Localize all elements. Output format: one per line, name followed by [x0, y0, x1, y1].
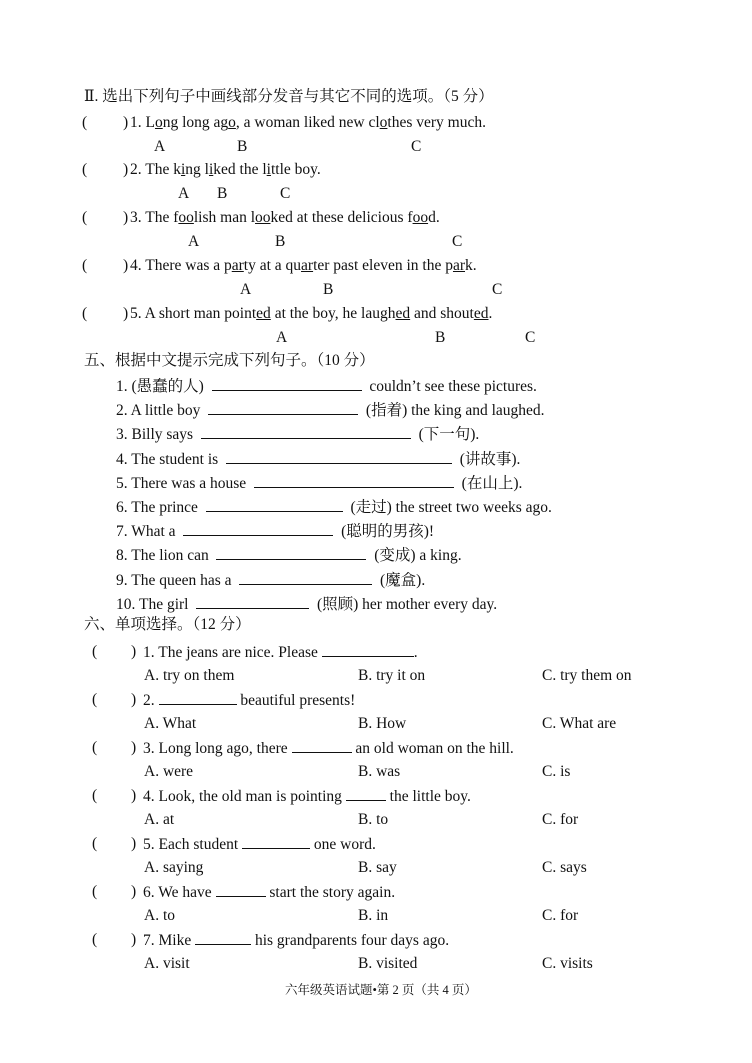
underlined-sound: ed: [395, 305, 411, 322]
underlined-sound: oo: [255, 209, 271, 226]
answer-paren-close: ): [131, 787, 137, 804]
sentence-fragment: ked the l: [213, 161, 267, 178]
question-number: 3.: [130, 209, 142, 226]
answer-blank[interactable]: [102, 690, 128, 710]
option-b[interactable]: B. to: [358, 811, 389, 828]
option-a[interactable]: A. saying: [144, 859, 204, 876]
sentence-fragment: d.: [428, 209, 440, 226]
answer-blank[interactable]: [102, 834, 128, 854]
answer-paren-close: ): [131, 691, 137, 708]
page-footer: 六年级英语试题•第 2 页（共 4 页）: [285, 983, 477, 997]
underlined-sound: oo: [412, 209, 429, 226]
option-letter: B: [237, 138, 248, 155]
sentence-fragment: ng long ag: [162, 114, 229, 131]
question-text: [143, 834, 376, 855]
option-letter: B: [323, 281, 334, 298]
sentence-fragment: The k: [145, 161, 181, 178]
answer-paren-open: (: [92, 883, 98, 900]
question-text: [143, 642, 418, 663]
sentence-fragment: The f: [145, 209, 179, 226]
section-6-title: 六、单项选择。（12 分）: [84, 616, 251, 633]
question-text: [130, 113, 486, 133]
answer-blank[interactable]: [196, 594, 309, 609]
sentence-fragment: A short man point: [144, 305, 257, 322]
question-stem-end: his grandparents four days ago.: [254, 932, 450, 949]
answer-blank[interactable]: [159, 690, 237, 705]
question-number: 3.: [143, 740, 155, 757]
question-stem-end: .: [413, 644, 418, 661]
option-b[interactable]: B. was: [358, 763, 401, 780]
answer-paren-open: (: [92, 739, 98, 756]
answer-blank[interactable]: [206, 497, 343, 512]
answer-paren-open: (: [92, 691, 98, 708]
item-hint: (魔盒).: [380, 571, 426, 589]
answer-paren-close: ): [123, 114, 129, 131]
underlined-sound: ar: [301, 257, 314, 274]
answer-blank[interactable]: [92, 256, 120, 276]
underlined-sound: ar: [452, 257, 466, 274]
option-a[interactable]: A. What: [144, 715, 197, 732]
underlined-sound: i: [208, 161, 214, 178]
question-number: 5.: [143, 836, 155, 853]
item-hint: (变成) a king.: [374, 547, 462, 565]
question-number: 2.: [143, 692, 155, 709]
question-stem-end: the little boy.: [389, 788, 471, 805]
option-a[interactable]: A. were: [144, 763, 194, 780]
option-letter: A: [276, 329, 288, 346]
section-2-title: Ⅱ. 选出下列句子中画线部分发音与其它不同的选项。（5 分）: [84, 88, 494, 105]
option-c[interactable]: C. is: [542, 763, 571, 780]
fill-in-item: [116, 473, 522, 494]
answer-blank[interactable]: [216, 882, 266, 897]
item-hint: (聪明的男孩)!: [341, 523, 435, 541]
option-b[interactable]: B. visited: [358, 955, 418, 972]
question-text: [130, 208, 440, 228]
question-stem: Long long ago, there: [158, 740, 288, 757]
answer-paren-close: ): [131, 883, 137, 900]
option-b[interactable]: B. say: [358, 859, 397, 876]
answer-paren-open: (: [92, 787, 98, 804]
answer-blank[interactable]: [92, 208, 120, 228]
underlined-sound: ed: [473, 305, 489, 322]
answer-paren-close: ): [123, 209, 129, 226]
item-prompt: (愚蠢的人): [131, 378, 204, 395]
option-letter: A: [188, 233, 200, 250]
fill-in-item: [116, 521, 434, 542]
item-number: 1.: [116, 378, 128, 395]
question-number: 6.: [143, 884, 155, 901]
answer-blank[interactable]: [216, 545, 366, 560]
item-hint: (下一句).: [418, 426, 480, 444]
question-stem-end: beautiful presents!: [240, 692, 356, 709]
question-number: 1.: [130, 114, 142, 131]
item-hint: (在山上).: [461, 474, 523, 492]
option-c[interactable]: C. for: [542, 907, 579, 924]
answer-blank[interactable]: [212, 376, 362, 391]
item-hint: couldn’t see these pictures.: [369, 378, 537, 395]
option-letter: B: [275, 233, 286, 250]
question-number: 7.: [143, 932, 155, 949]
option-letter: A: [178, 185, 190, 202]
answer-blank[interactable]: [201, 424, 411, 439]
answer-blank[interactable]: [242, 834, 310, 849]
answer-blank[interactable]: [92, 304, 120, 324]
item-number: 4.: [116, 450, 128, 468]
option-b[interactable]: B. How: [358, 715, 407, 732]
answer-blank[interactable]: [226, 449, 452, 464]
option-letter: C: [280, 185, 291, 202]
item-hint: (指着) the king and laughed.: [365, 402, 545, 420]
item-hint: (讲故事).: [459, 450, 521, 468]
option-a[interactable]: A. to: [144, 907, 175, 924]
fill-in-item: [116, 424, 479, 445]
sentence-fragment: .: [488, 305, 493, 322]
question-stem: Look, the old man is pointing: [158, 788, 342, 805]
underlined-sound: i: [180, 161, 186, 178]
sentence-fragment: ng l: [185, 161, 209, 178]
answer-blank[interactable]: [92, 160, 120, 180]
option-letter: C: [411, 138, 422, 155]
item-prompt: The student is: [131, 450, 219, 468]
item-prompt: What a: [131, 523, 176, 541]
option-letter: B: [217, 185, 228, 202]
option-letter: C: [492, 281, 503, 298]
option-a[interactable]: A. visit: [144, 955, 190, 972]
underlined-sound: o: [228, 114, 236, 131]
sentence-fragment: lish man l: [193, 209, 256, 226]
answer-paren-open: (: [92, 835, 98, 852]
question-text: [143, 882, 395, 903]
item-prompt: A little boy: [130, 402, 201, 420]
item-number: 2.: [116, 402, 128, 420]
question-number: 5.: [130, 305, 142, 322]
answer-blank[interactable]: [102, 738, 128, 758]
option-letter: C: [452, 233, 463, 250]
sentence-fragment: ttle boy.: [270, 161, 321, 178]
answer-paren-close: ): [131, 739, 137, 756]
question-number: 2.: [130, 161, 142, 178]
fill-in-item: [116, 570, 425, 591]
answer-paren-open: (: [92, 931, 98, 948]
item-prompt: The lion can: [131, 547, 209, 565]
item-prompt: The girl: [138, 595, 189, 613]
option-b[interactable]: B. in: [358, 907, 389, 924]
answer-paren-open: (: [82, 114, 88, 131]
answer-paren-open: (: [82, 305, 88, 322]
underlined-sound: i: [266, 161, 271, 178]
answer-paren-close: ): [123, 161, 129, 178]
option-letter: C: [525, 329, 536, 346]
option-a[interactable]: A. at: [144, 811, 175, 828]
section-5-title: 五、根据中文提示完成下列句子。（10 分）: [84, 352, 375, 369]
underlined-sound: o: [379, 114, 388, 131]
option-c[interactable]: C. visits: [542, 955, 593, 972]
item-prompt: Billy says: [131, 426, 194, 444]
question-text: [143, 930, 449, 951]
underlined-sound: o: [154, 114, 163, 131]
answer-paren-close: ): [131, 835, 137, 852]
option-c[interactable]: C. try them on: [542, 667, 632, 684]
item-hint: (走过) the street two weeks ago.: [350, 499, 552, 516]
answer-paren-close: ): [131, 931, 137, 948]
question-stem: We have: [158, 884, 212, 901]
answer-paren-close: ): [131, 643, 137, 660]
answer-blank[interactable]: [195, 930, 251, 945]
sentence-fragment: There was a p: [145, 257, 232, 274]
item-prompt: The prince: [131, 499, 198, 516]
question-text: [130, 256, 477, 276]
answer-blank[interactable]: [239, 570, 372, 585]
question-text: [130, 160, 321, 180]
item-number: 10.: [116, 595, 136, 613]
sentence-fragment: k.: [465, 257, 477, 274]
question-number: 4.: [143, 788, 155, 805]
item-number: 7.: [116, 523, 128, 541]
answer-blank[interactable]: [346, 786, 386, 801]
option-c[interactable]: C. says: [542, 859, 587, 876]
answer-blank[interactable]: [183, 521, 333, 536]
answer-blank[interactable]: [102, 642, 128, 662]
fill-in-item: [116, 376, 537, 397]
question-stem-end: one word.: [313, 836, 376, 853]
answer-blank[interactable]: [92, 113, 120, 133]
item-prompt: The queen has a: [131, 571, 232, 589]
sentence-fragment: and shout: [410, 305, 474, 322]
answer-paren-close: ): [123, 305, 129, 322]
answer-blank[interactable]: [102, 930, 128, 950]
sentence-fragment: ty at a qu: [243, 257, 302, 274]
option-c[interactable]: C. for: [542, 811, 579, 828]
option-letter: B: [435, 329, 446, 346]
question-text: [130, 304, 492, 324]
question-stem: The jeans are nice. Please: [158, 644, 318, 661]
sentence-fragment: , a woman liked new cl: [235, 114, 380, 131]
underlined-sound: ed: [256, 305, 271, 322]
answer-paren-close: ): [123, 257, 129, 274]
question-text: [143, 690, 355, 711]
answer-blank[interactable]: [254, 473, 454, 488]
option-a[interactable]: A. try on them: [144, 667, 235, 684]
item-number: 6.: [116, 499, 128, 516]
answer-paren-open: (: [82, 257, 88, 274]
answer-paren-open: (: [92, 643, 98, 660]
item-prompt: There was a house: [131, 474, 247, 492]
option-letter: A: [240, 281, 252, 298]
item-number: 8.: [116, 547, 128, 565]
sentence-fragment: ter past eleven in the p: [313, 257, 453, 274]
answer-blank[interactable]: [102, 882, 128, 902]
item-number: 3.: [116, 426, 128, 444]
answer-blank[interactable]: [208, 400, 358, 415]
fill-in-item: [116, 594, 497, 615]
sentence-fragment: ked at these delicious f: [270, 209, 413, 226]
option-c[interactable]: C. What are: [542, 715, 617, 732]
fill-in-item: [116, 497, 552, 518]
question-stem: Mike: [158, 932, 192, 949]
question-text: [143, 786, 471, 807]
sentence-fragment: at the boy, he laugh: [270, 305, 396, 322]
question-text: [143, 738, 514, 759]
fill-in-item: [116, 400, 545, 421]
question-number: 1.: [143, 644, 155, 661]
answer-blank[interactable]: [292, 738, 352, 753]
answer-blank[interactable]: [102, 786, 128, 806]
option-letter: A: [154, 138, 166, 155]
underlined-sound: ar: [231, 257, 244, 274]
underlined-sound: oo: [178, 209, 194, 226]
question-stem-end: an old woman on the hill.: [355, 740, 514, 757]
question-number: 4.: [130, 257, 142, 274]
question-stem: Each student: [158, 836, 239, 853]
fill-in-item: [116, 545, 462, 566]
answer-paren-open: (: [82, 161, 88, 178]
option-b[interactable]: B. try it on: [358, 667, 426, 684]
sentence-fragment: thes very much.: [387, 114, 486, 131]
answer-paren-open: (: [82, 209, 88, 226]
item-number: 5.: [116, 474, 128, 492]
fill-in-item: [116, 449, 520, 470]
item-number: 9.: [116, 571, 128, 589]
item-hint: (照顾) her mother every day.: [316, 595, 498, 613]
question-stem-end: start the story again.: [269, 884, 396, 901]
sentence-fragment: L: [145, 114, 155, 131]
answer-blank[interactable]: [322, 642, 414, 657]
